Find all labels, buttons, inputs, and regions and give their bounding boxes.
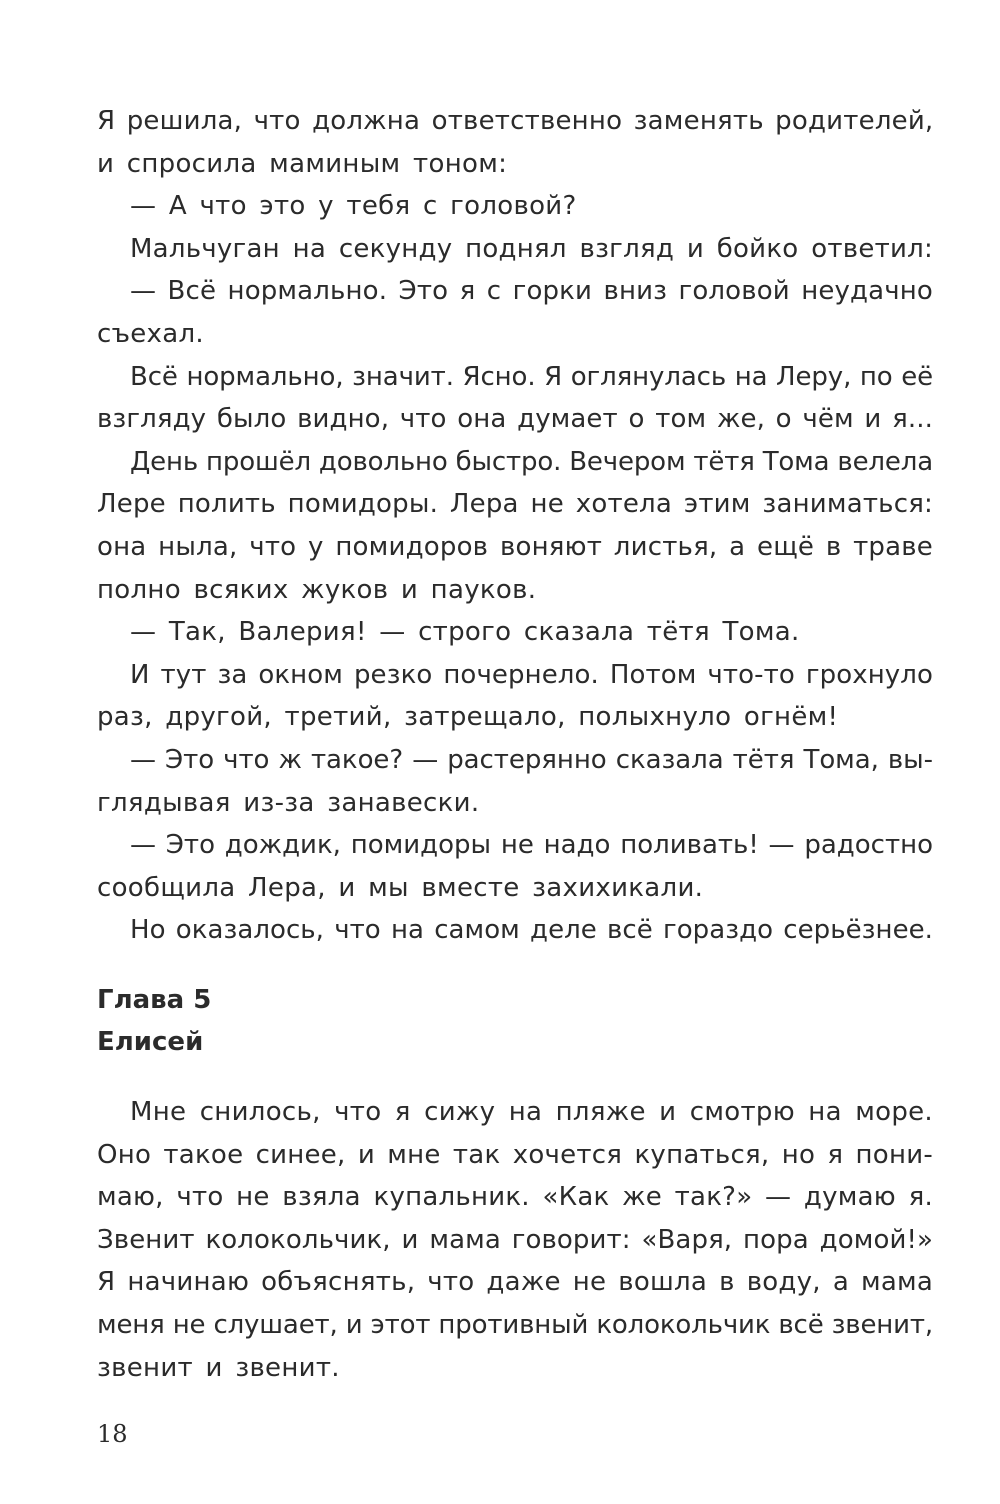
text-line: раз, другой, третий, затрещало, полыхнуло огнём! xyxy=(97,702,839,733)
text-line: Оно такое синее, и мне так хочется купаться, но я пони- xyxy=(97,1139,933,1170)
text-line: Всё нормально, значит. Ясно. Я оглянулась на Леру, по её xyxy=(130,361,933,392)
text-line: Мне снилось, что я сижу на пляже и смотрю на море. xyxy=(130,1097,933,1127)
text-line: День прошёл довольно быстро. Вечером тётя Тома велела xyxy=(130,446,933,477)
text-line: Но оказалось, что на самом деле всё гораздо серьёзнее. xyxy=(130,915,933,946)
text-line: — А что это у тебя с головой? xyxy=(130,191,577,222)
text-line: Я решила, что должна ответственно заменять родителей, xyxy=(97,106,934,136)
text-line: и спросила маминым тоном: xyxy=(97,148,508,179)
text-line: — Это что ж такое? — растерянно сказала тётя Тома, вы- xyxy=(130,744,933,775)
body-text-bottom xyxy=(97,1091,933,1389)
text-line: сообщила Лера, и мы вместе захихикали. xyxy=(97,872,704,903)
chapter-title: Елисей xyxy=(97,1027,204,1057)
text-line: Лере полить помидоры. Лера не хотела этим заниматься: xyxy=(97,489,933,520)
text-line: взгляду было видно, что она думает о том же, о чём и я... xyxy=(97,404,933,435)
body-text-top xyxy=(97,100,933,952)
text-line: Мальчуган на секунду поднял взгляд и бойко ответил: xyxy=(130,233,933,264)
text-line: — Так, Валерия! — строго сказала тётя Тома. xyxy=(130,617,800,648)
chapter-number: Глава 5 xyxy=(97,985,212,1015)
text-line: полно всяких жуков и пауков. xyxy=(97,574,537,605)
text-line: глядывая из-за занавески. xyxy=(97,787,480,818)
text-line: И тут за окном резко почернело. Потом что-то грохнуло xyxy=(130,659,933,690)
text-line: Я начинаю объяснять, что даже не вошла в воду, а мама xyxy=(97,1267,934,1298)
text-line: она ныла, что у помидоров воняют листья, а ещё в траве xyxy=(97,531,933,562)
text-line: съехал. xyxy=(97,318,204,349)
text-line: звенит и звенит. xyxy=(97,1352,340,1383)
page-number: 18 xyxy=(97,1420,128,1448)
text-line: меня не слушает, и этот противный колокольчик всё звенит, xyxy=(97,1309,933,1340)
text-line: Звенит колокольчик, и мама говорит: «Варя, пора домой!» xyxy=(97,1224,933,1255)
text-line: — Это дождик, помидоры не надо поливать! — радостно xyxy=(130,830,933,861)
text-line: маю, что не взяла купальник. «Как же так?» — думаю я. xyxy=(97,1182,933,1213)
text-line: — Всё нормально. Это я с горки вниз головой неудачно xyxy=(130,276,933,307)
